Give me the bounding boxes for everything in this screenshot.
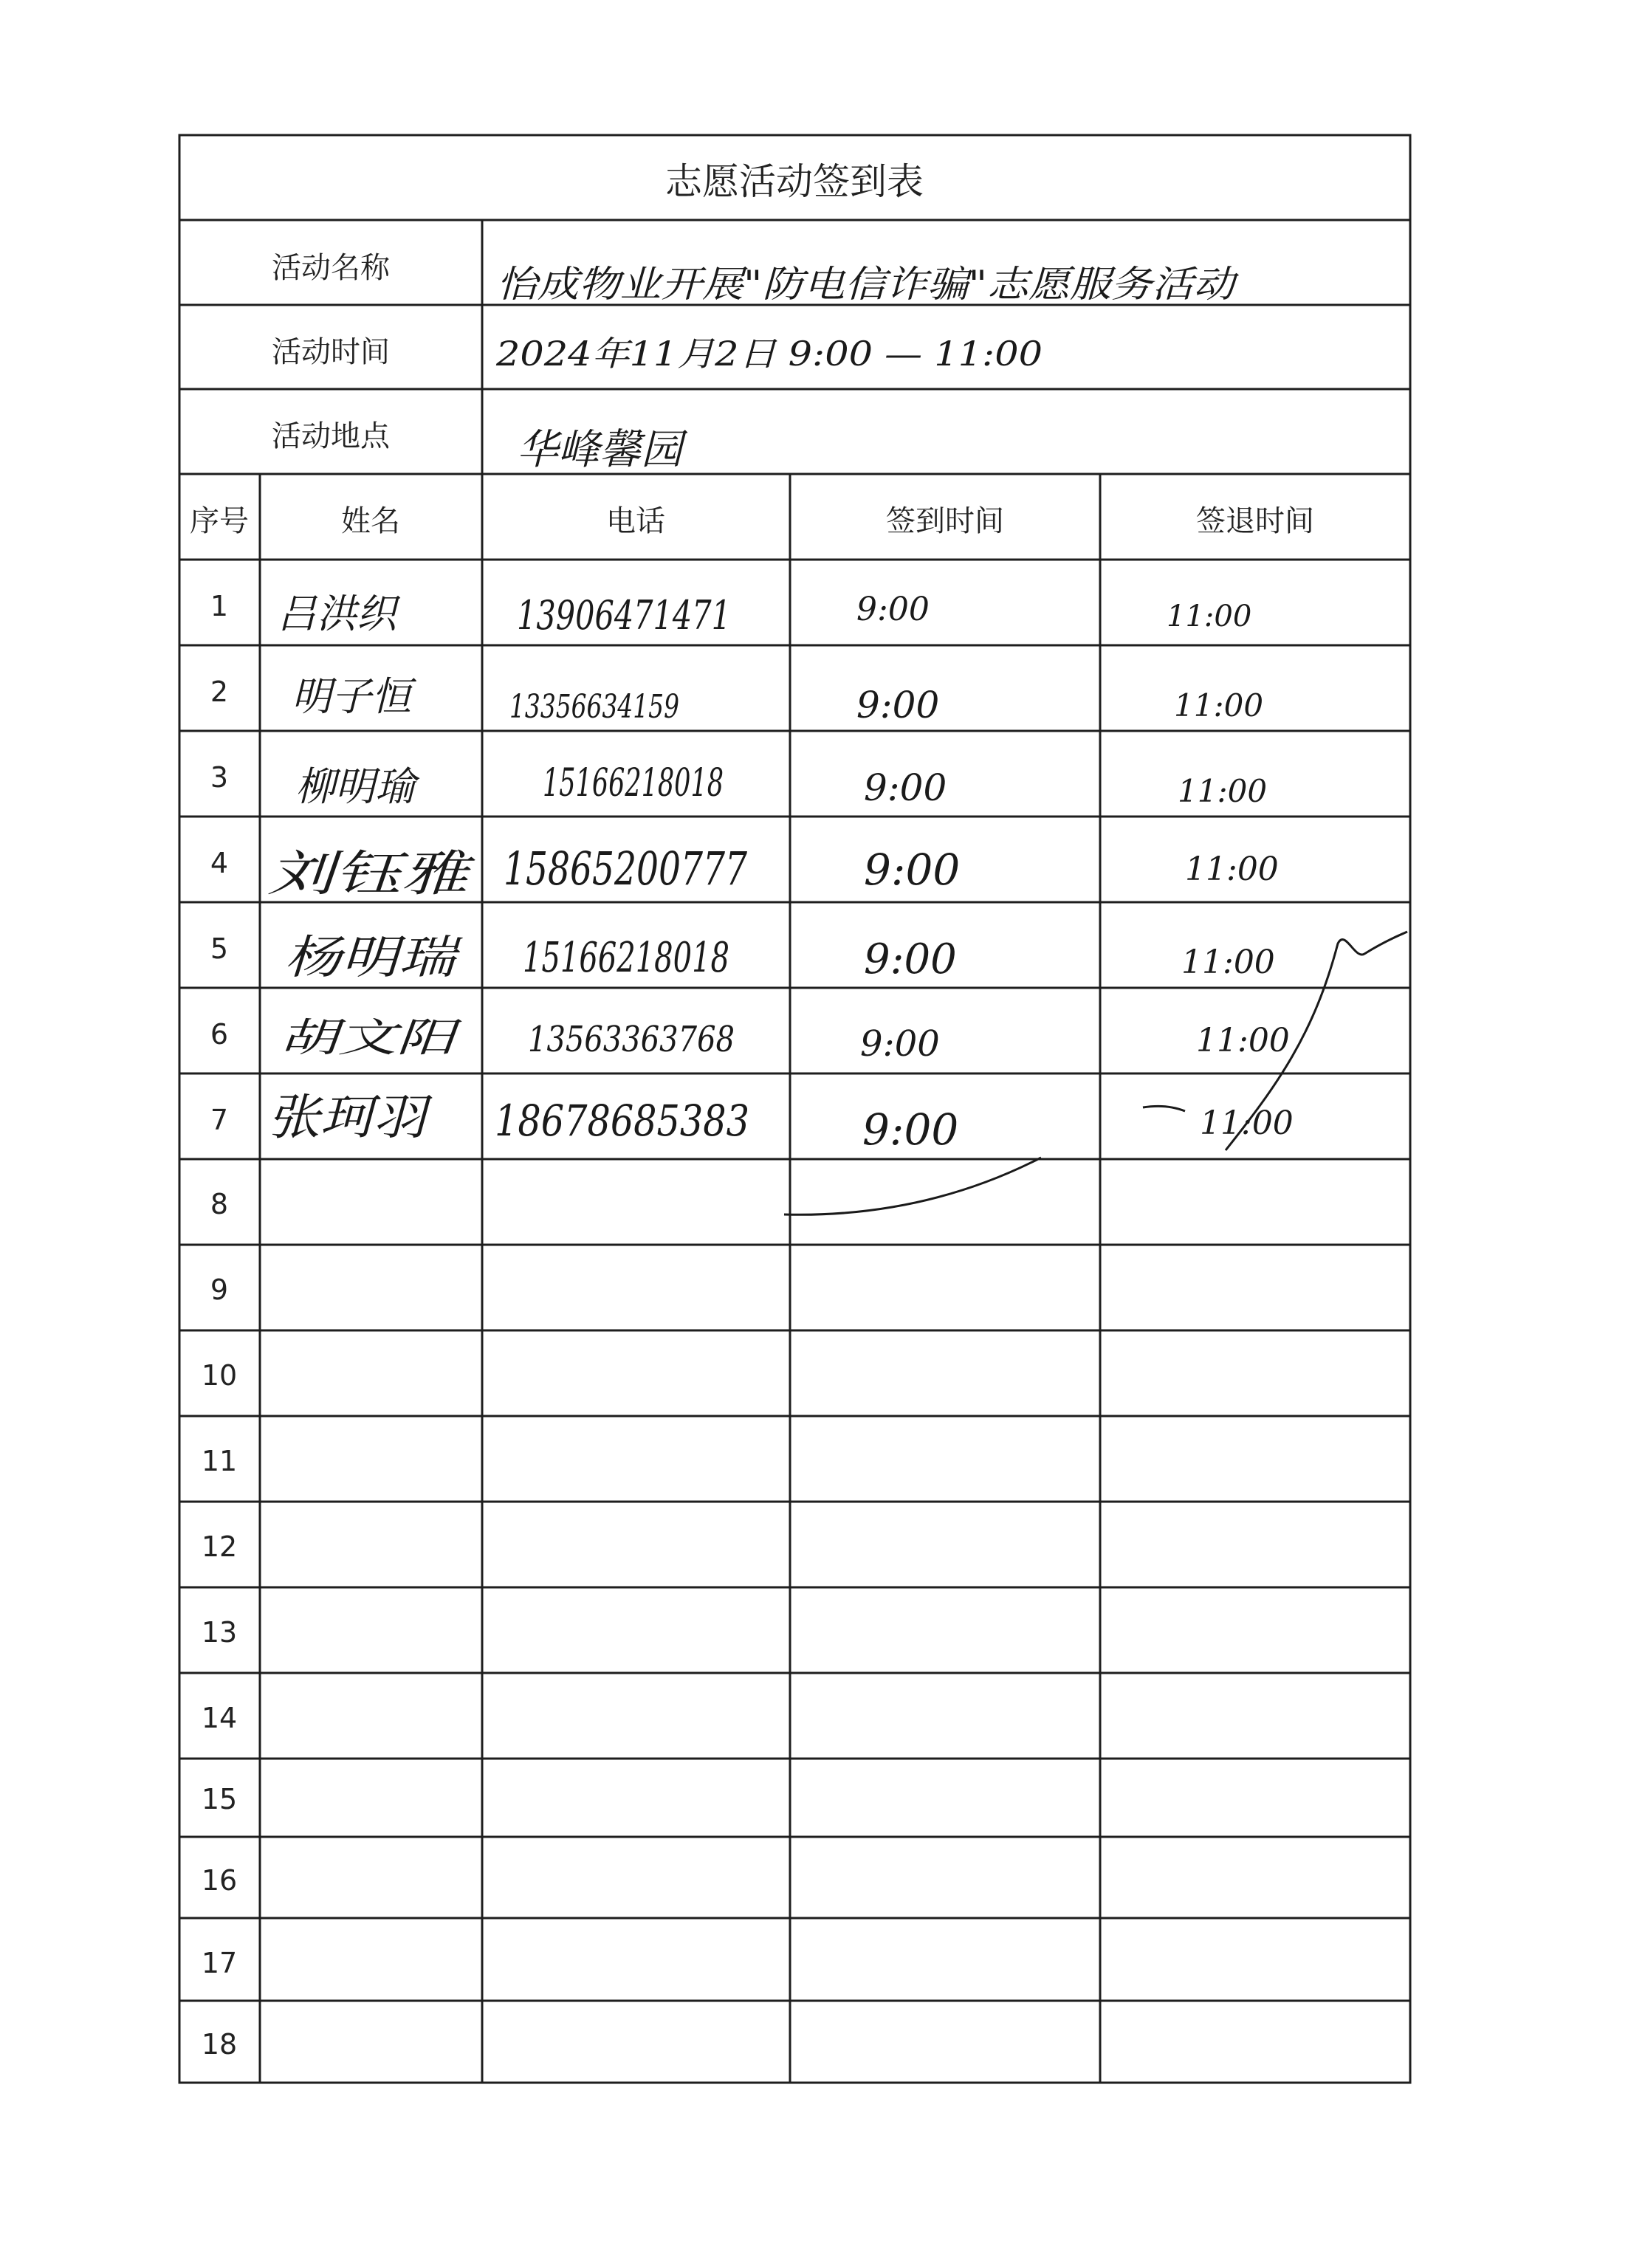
- row-number: 11: [201, 1445, 238, 1477]
- checkin-time: 9:00: [856, 591, 930, 628]
- row-number: 10: [201, 1359, 238, 1392]
- volunteer-name: 张珂羽: [267, 1089, 433, 1146]
- checkout-time: 11:00: [1185, 850, 1279, 888]
- checkout-time: 11:00: [1200, 1104, 1294, 1142]
- checkin-time: 9:00: [856, 684, 940, 726]
- checkout-time: 11:00: [1174, 687, 1264, 724]
- volunteer-name: 吕洪织: [277, 591, 396, 637]
- row-number: 9: [210, 1274, 229, 1306]
- row-number: 5: [210, 932, 229, 965]
- volunteer-name: 柳明瑜: [295, 763, 415, 810]
- checkin-time: 9:00: [860, 1023, 940, 1065]
- checkout-time: 11:00: [1196, 1022, 1290, 1059]
- activity-place-label: 活动地点: [272, 419, 390, 453]
- header-phone: 电话: [606, 504, 665, 538]
- volunteer-phone: 13356634159: [509, 688, 679, 726]
- row-number: 7: [210, 1104, 229, 1136]
- activity-name-label: 活动名称: [272, 251, 390, 285]
- checkout-time: 11:00: [1167, 599, 1252, 633]
- row-number: 15: [201, 1783, 238, 1815]
- header-name: 姓名: [341, 504, 400, 538]
- row-number: 4: [210, 847, 229, 879]
- row-number: 6: [210, 1018, 229, 1051]
- header-checkin: 签到时间: [886, 504, 1004, 538]
- activity-name-value: 怡成物业开展"防电信诈骗"志愿服务活动: [496, 263, 1240, 306]
- volunteer-name: 刘钰雅: [267, 845, 476, 902]
- row-number: 12: [201, 1530, 238, 1563]
- header-no: 序号: [190, 504, 249, 538]
- row-number: 16: [201, 1864, 238, 1897]
- volunteer-phone: 15865200777: [504, 842, 748, 896]
- volunteer-phone: 18678685383: [495, 1096, 749, 1146]
- volunteer-phone: 13906471471: [517, 592, 731, 639]
- row-number: 1: [210, 590, 229, 622]
- row-number: 8: [210, 1188, 229, 1220]
- volunteer-name: 胡文阳: [279, 1014, 463, 1061]
- volunteer-name: 明子恒: [292, 673, 411, 720]
- row-number: 2: [210, 676, 229, 708]
- volunteer-phone: 15166218018: [543, 761, 724, 805]
- row-number: 3: [210, 761, 229, 794]
- checkin-time: 9:00: [864, 935, 957, 983]
- row-number: 17: [201, 1947, 238, 1979]
- header-checkout: 签退时间: [1196, 504, 1314, 538]
- form-title: 志愿活动签到表: [665, 160, 924, 203]
- checkout-time: 11:00: [1181, 944, 1275, 981]
- activity-time-label: 活动时间: [272, 335, 390, 369]
- checkout-time: 11:00: [1178, 773, 1268, 809]
- checkin-time: 9:00: [862, 1104, 959, 1155]
- row-number: 14: [201, 1702, 238, 1734]
- activity-time-value: 2024年11月2日 9:00 — 11:00: [495, 334, 1043, 374]
- checkin-time: 9:00: [864, 766, 947, 809]
- checkin-time: 9:00: [864, 845, 961, 895]
- volunteer-phone: 13563363768: [528, 1019, 735, 1060]
- volunteer-name: 杨明瑞: [284, 930, 464, 984]
- activity-place-value: 华峰馨园: [517, 426, 682, 474]
- row-number: 18: [201, 2028, 238, 2061]
- volunteer-phone: 15166218018: [523, 934, 729, 982]
- row-number: 13: [201, 1616, 238, 1649]
